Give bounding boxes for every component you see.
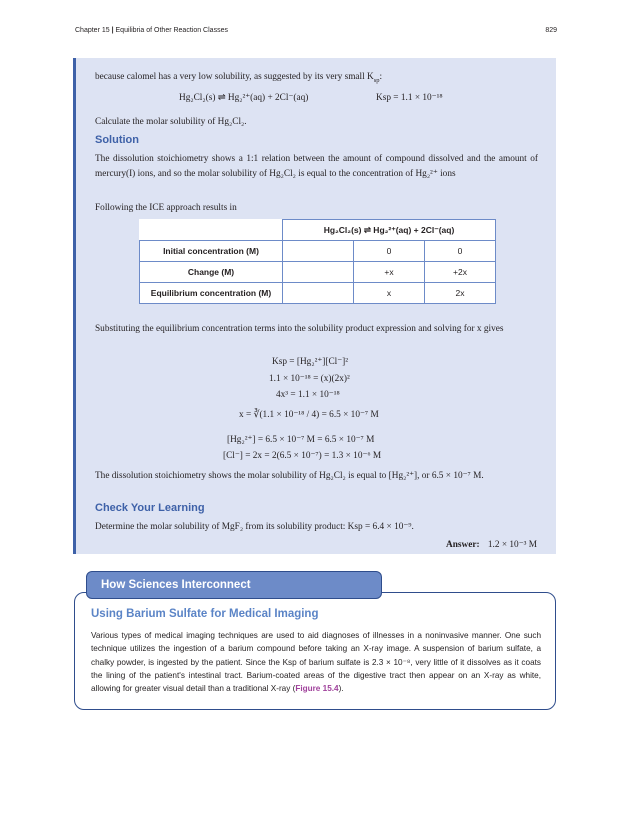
feature-tab: How Sciences Interconnect <box>86 571 382 599</box>
table-cell: 2x <box>425 283 496 304</box>
table-cell: 0 <box>425 241 496 262</box>
answer-value: 1.2 × 10⁻³ M <box>487 540 537 550</box>
feature-body: Various types of medical imaging techniques are used to aid diagnoses of illnesses in a noninvasive manner. One such technique utilizes the ingestion of a barium compound before taking an X-ray image. A suspension of barium sulfate, a chalky powder, is ingested by the patient. Since the Ksp of barium sulfate is 2.3 × 10⁻⁸, very little of it dissolves as it coats the lining of the patient's intestinal tract. Barium-coated areas of the digestive tract then appear on an X-ray as white, allowing for greater visual detail than a traditional X-ray (Figure 15.4). <box>91 631 541 694</box>
running-header <box>75 27 228 34</box>
figure-link[interactable]: Figure 15.4 <box>295 684 339 694</box>
chapter-label: Chapter 15 <box>75 27 110 34</box>
feature-title: Using Barium Sulfate for Medical Imaging <box>91 608 319 620</box>
question-text: Calculate the molar solubility of Hg₂Cl₂. <box>95 117 247 127</box>
ice-table <box>139 219 496 304</box>
solution-paragraph: The dissolution stoichiometry shows a 1:1 relation between the amount of compound dissolved and the amount of mercury(I) ions, and so the molar solubility of Hg₂Cl₂ is equal to the concentration of Hg₂²⁺ ions <box>95 154 538 179</box>
equation-line: x = ∛(1.1 × 10⁻¹⁸ / 4) = 6.5 × 10⁻⁷ M <box>239 410 379 420</box>
equation-line: [Cl⁻] = 2x = 2(6.5 × 10⁻⁷) = 1.3 × 10⁻⁶ M <box>223 451 382 461</box>
example-intro: because calomel has a very low solubility, as suggested by its very small $K_{sp}$: <box>95 72 383 84</box>
substitution-paragraph: Substituting the equilibrium concentration terms into the solubility product expression and solving for x gives <box>95 324 504 334</box>
table-cell <box>283 283 354 304</box>
row-label: Equilibrium concentration (M) <box>140 283 283 304</box>
ice-header-row <box>140 220 496 241</box>
table-cell: x <box>354 283 425 304</box>
ice-reaction-header: Hg₂Cl₂(s) ⇌ Hg₂²⁺(aq) + 2Cl⁻(aq) <box>283 220 496 241</box>
example-box <box>73 58 556 554</box>
answer <box>446 539 537 550</box>
table-row <box>140 262 496 283</box>
solution-heading: Solution <box>95 134 139 146</box>
table-cell: 0 <box>354 241 425 262</box>
table-cell: +x <box>354 262 425 283</box>
row-label: Initial concentration (M) <box>140 241 283 262</box>
chapter-title: Equilibria of Other Reaction Classes <box>115 27 228 34</box>
table-cell <box>283 241 354 262</box>
answer-label: Answer: <box>445 540 480 550</box>
table-cell: +2x <box>425 262 496 283</box>
table-row <box>140 241 496 262</box>
table-cell <box>283 262 354 283</box>
equation-line: Ksp = [Hg₂²⁺][Cl⁻]² <box>272 357 349 367</box>
check-your-learning-heading: Check Your Learning <box>95 502 205 514</box>
ice-intro: Following the ICE approach results in <box>95 203 237 213</box>
equation-line: 4x³ = 1.1 × 10⁻¹⁸ <box>276 390 340 400</box>
reaction-equation: Hg₂Cl₂(s) ⇌ Hg₂²⁺(aq) + 2Cl⁻(aq) <box>179 93 309 103</box>
header-separator: | <box>111 27 114 34</box>
check-question: Determine the molar solubility of MgF₂ from its solubility product: Ksp = 6.4 × 10⁻⁹. <box>95 522 414 532</box>
equation-line: [Hg₂²⁺] = 6.5 × 10⁻⁷ M = 6.5 × 10⁻⁷ M <box>227 435 375 445</box>
conclusion-paragraph: The dissolution stoichiometry shows the molar solubility of Hg₂Cl₂ is equal to [Hg₂²⁺], or 6.5 × 10⁻⁷ M. <box>95 471 484 481</box>
ksp-value: Ksp = 1.1 × 10⁻¹⁸ <box>376 93 443 103</box>
feature-box <box>74 592 556 710</box>
table-row <box>140 283 496 304</box>
page-number: 829 <box>545 27 557 34</box>
row-label: Change (M) <box>140 262 283 283</box>
equation-line: 1.1 × 10⁻¹⁸ = (x)(2x)² <box>269 374 350 384</box>
